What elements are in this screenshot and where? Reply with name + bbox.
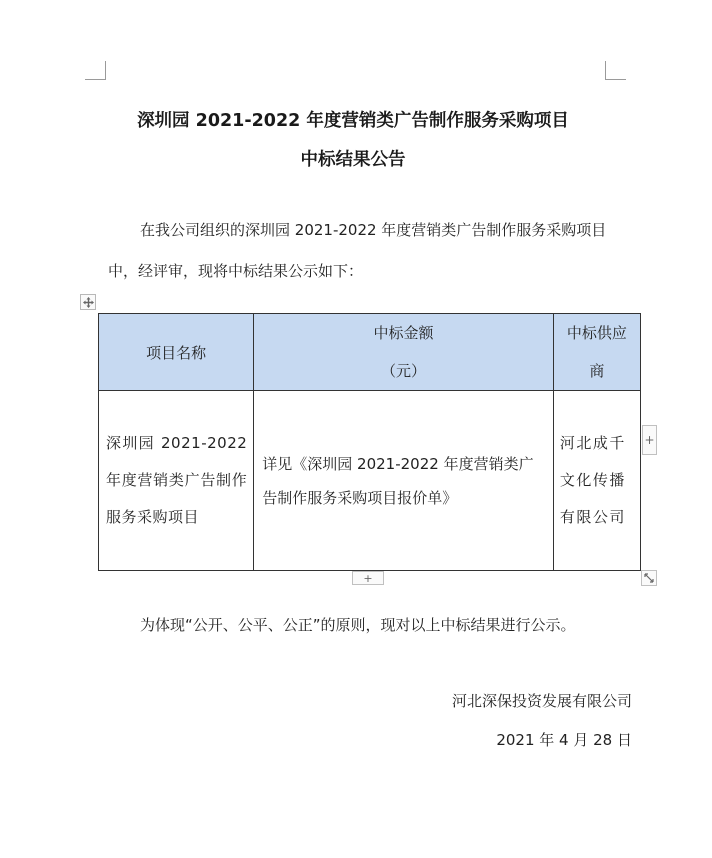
cell-project-name[interactable]: 深圳园 2021-2022 年度营销类广告制作服务采购项目 (99, 391, 254, 571)
table-row (99, 391, 641, 571)
add-row-button[interactable] (352, 571, 384, 585)
page-margin-corner-top-left (85, 61, 106, 80)
signature-date: 2021 年 4 月 28 日 (496, 731, 632, 749)
resize-icon (644, 573, 654, 583)
cell-supplier[interactable]: 河北成千文化传播有限公司 (553, 391, 640, 571)
header-project-name[interactable] (99, 314, 254, 391)
plus-icon: + (363, 571, 373, 585)
table-move-handle[interactable] (80, 294, 96, 310)
closing-paragraph: 为体现“公开、公平、公正”的原则，现对以上中标结果进行公示。 (140, 616, 576, 634)
document-title: 深圳园 2021-2022 年度营销类广告制作服务采购项目 (137, 111, 569, 131)
signature-company: 河北深保投资发展有限公司 (451, 692, 632, 710)
header-supplier-line-1: 中标供应 (566, 324, 627, 342)
table-header-row (99, 314, 641, 391)
intro-paragraph-line-2: 中，经评审，现将中标结果公示如下： (108, 262, 364, 280)
plus-icon: + (644, 433, 655, 447)
header-amount[interactable] (254, 314, 554, 391)
header-amount-line-1: 中标金额 (373, 324, 434, 342)
header-project-name-label: 项目名称 (146, 343, 207, 362)
header-supplier-line-2: 商 (589, 362, 605, 380)
header-supplier[interactable] (553, 314, 640, 391)
move-icon (83, 297, 94, 308)
intro-paragraph-line-1: 在我公司组织的深圳园 2021-2022 年度营销类广告制作服务采购项目 (140, 221, 607, 239)
add-column-button[interactable] (642, 425, 657, 455)
document-subtitle: 中标结果公告 (300, 150, 406, 170)
cell-amount[interactable]: 详见《深圳园 2021-2022 年度营销类广告制作服务采购项目报价单》 (254, 391, 554, 571)
page-margin-corner-top-right (605, 61, 626, 80)
bid-result-table (98, 313, 641, 571)
table-resize-handle[interactable] (641, 570, 657, 586)
header-amount-line-2: （元） (381, 362, 427, 380)
